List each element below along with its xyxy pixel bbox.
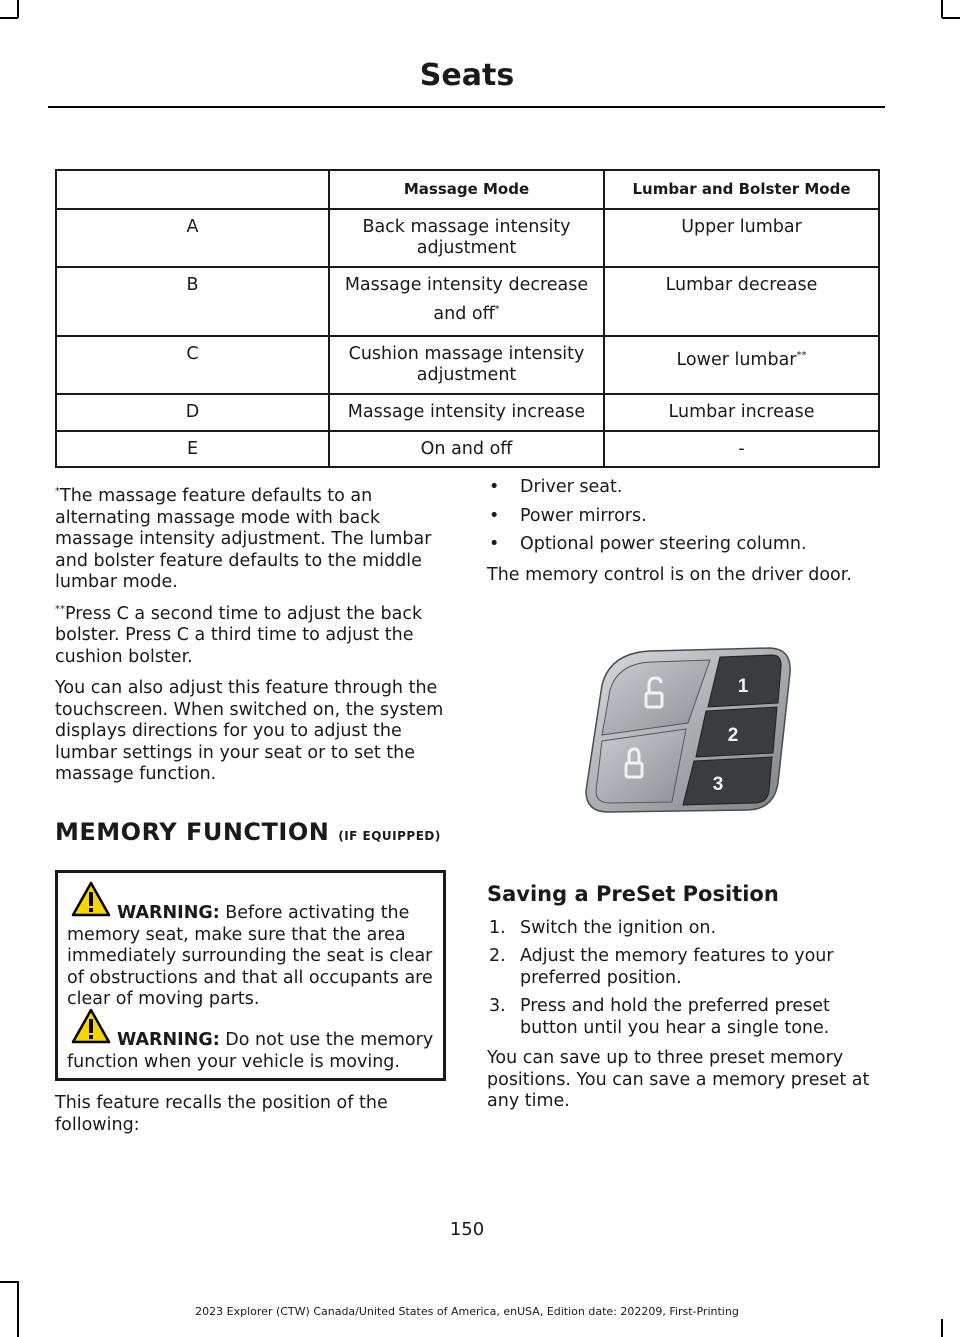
warning-2: WARNING: Do not use the memory function when your vehicle is moving.: [67, 1030, 439, 1073]
preset-button-1: 1: [737, 676, 749, 697]
recall-list-column: [487, 477, 882, 596]
crop-mark: [17, 0, 19, 18]
table-cell-lumbar: Upper lumbar: [604, 209, 879, 267]
table-cell-key: D: [56, 394, 329, 431]
table-cell-massage: Massage intensity decrease and off*: [329, 267, 604, 336]
table-cell-key: B: [56, 267, 329, 336]
crop-mark: [941, 0, 943, 18]
table-header-cell: [56, 170, 329, 209]
warning-1: WARNING: Before activating the memory seat, make sure that the area immediately surrounding the seat is clear of obstructions and that all occupants are clear of moving parts.: [67, 903, 439, 1011]
preset-button-2: 2: [727, 725, 739, 746]
list-item: • Optional power steering column.: [489, 534, 807, 554]
table-cell-massage: Massage intensity increase: [329, 394, 604, 431]
page-number: 150: [449, 1219, 485, 1240]
preset-button-3: 3: [712, 774, 724, 795]
table-cell-key: E: [56, 431, 329, 467]
crop-mark: [942, 17, 960, 19]
crop-mark: [0, 1281, 18, 1283]
recall-intro: This feature recalls the position of the following:: [55, 1093, 388, 1135]
footnotes-column: [55, 486, 447, 796]
table-row: [56, 431, 879, 467]
table-cell-lumbar: Lumbar increase: [604, 394, 879, 431]
table-cell-key: A: [56, 209, 329, 267]
massage-lumbar-table: [55, 169, 880, 468]
section-title-memory: MEMORY FUNCTION (IF EQUIPPED): [55, 818, 441, 846]
warning-box: [55, 870, 446, 1081]
table-cell-lumbar: Lower lumbar**: [604, 336, 879, 394]
page-footer: 2023 Explorer (CTW) Canada/United States of America, enUSA, Edition date: 202209, First-Printing: [195, 1305, 739, 1318]
warning-triangle-icon: [71, 1008, 111, 1044]
list-item: 1. Switch the ignition on.: [489, 917, 717, 938]
saving-section: [487, 884, 882, 1123]
table-cell-lumbar: -: [604, 431, 879, 467]
table-row: [56, 209, 879, 267]
footnote-2: **Press C a second time to adjust the back bolster. Press C a third time to adjust the cushion bolster.: [55, 603, 423, 667]
memory-control-illustration: [580, 645, 795, 815]
page-title: Seats: [419, 58, 515, 93]
section-title-saving: Saving a PreSet Position: [487, 882, 779, 906]
crop-mark: [0, 17, 18, 19]
table-cell-lumbar: Lumbar decrease: [604, 267, 879, 336]
footnote-1: *The massage feature defaults to an alternating massage mode with back massage intensity adjustment. The lumbar and bolster feature defaults to the middle lumbar mode.: [55, 486, 432, 592]
table-cell-massage: Back massage intensity adjustment: [329, 209, 604, 267]
saving-summary: You can save up to three preset memory positions. You can save a memory preset at any time.: [487, 1048, 870, 1111]
table-row: [56, 267, 879, 336]
control-location: The memory control is on the driver door.: [487, 564, 852, 585]
crop-mark: [941, 1319, 943, 1337]
table-row: [56, 336, 879, 394]
table-cell-key: C: [56, 336, 329, 394]
footnote-marker: **: [796, 350, 807, 362]
header-divider: [48, 106, 885, 108]
table-cell-massage: Cushion massage intensity adjustment: [329, 336, 604, 394]
footnote-marker: *: [494, 304, 500, 316]
table-header-row: [56, 170, 879, 209]
recall-list: [487, 477, 882, 556]
touchscreen-note: You can also adjust this feature through the touchscreen. When switched on, the system displays directions for you to adjust the lumbar settings in your seat or to set the massage function.: [55, 678, 444, 784]
table-cell-massage: On and off: [329, 431, 604, 467]
saving-steps: [487, 918, 882, 1040]
warning-triangle-icon: [71, 881, 111, 917]
table-header-cell: Lumbar and Bolster Mode: [604, 170, 879, 209]
list-item: • Power mirrors.: [489, 505, 647, 526]
list-item: • Driver seat.: [489, 477, 623, 497]
table-header-cell: Massage Mode: [329, 170, 604, 209]
list-item: 2. Adjust the memory features to your preferred position.: [489, 946, 834, 988]
list-item: 3. Press and hold the preferred preset button until you hear a single tone.: [489, 996, 830, 1038]
table-row: [56, 394, 879, 431]
